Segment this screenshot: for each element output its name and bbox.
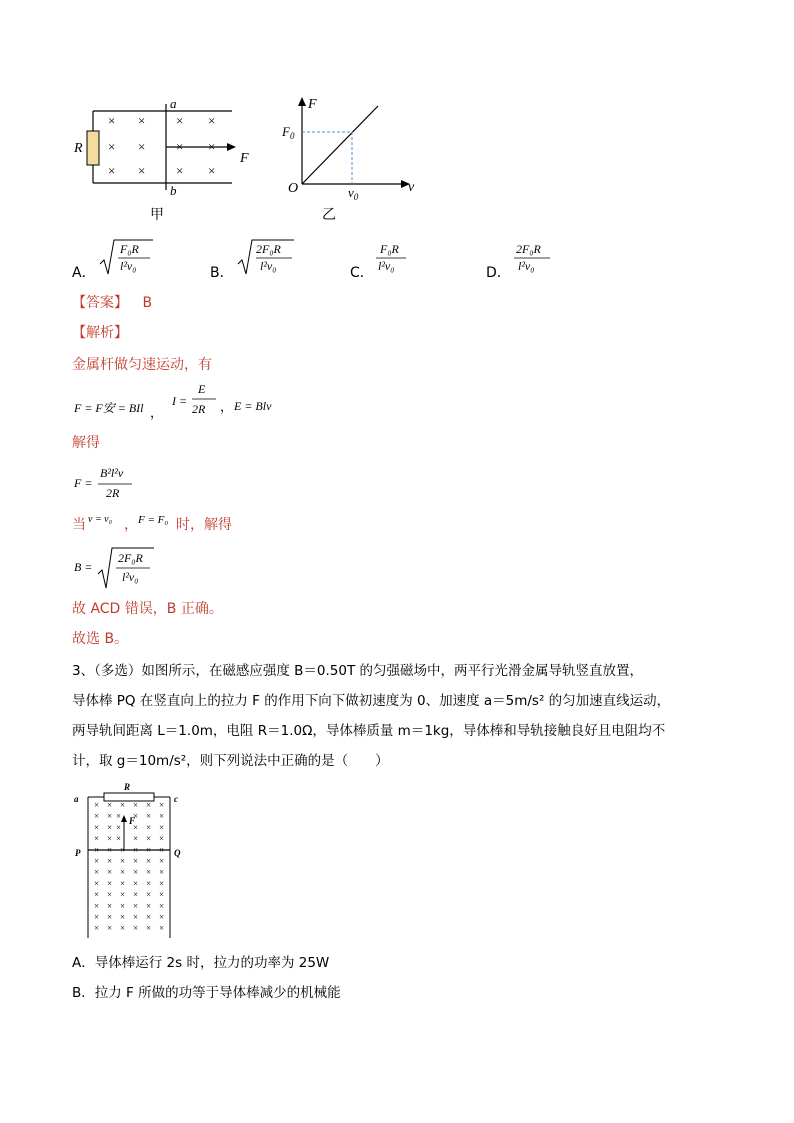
- field-cross: ×: [159, 833, 165, 844]
- svg-text:Q: Q: [174, 848, 181, 858]
- field-cross: ×: [94, 889, 100, 900]
- svg-text:×: ×: [176, 113, 184, 128]
- field-cross: ×: [94, 822, 100, 833]
- q3-option-a[interactable]: A．导体棒运行 2s 时，拉力的功率为 25W: [72, 955, 330, 971]
- field-cross: ×: [94, 800, 100, 810]
- q3-line2: 导体棒 PQ 在竖直向上的拉力 F 的作用下向下做初速度为 0、加速度 a＝5m/s² 的匀加速直线运动，: [72, 693, 671, 709]
- svg-text:×: ×: [208, 139, 216, 154]
- conclusion-2: 故选 B。: [72, 631, 129, 647]
- field-cross: ×: [107, 912, 113, 922]
- q3-line4: 计，取 g＝10m/s²，则下列说法中正确的是（ ）: [72, 753, 389, 769]
- equation-1: F = F安 = BIl ， I = E 2R ， E = Blv: [74, 382, 272, 421]
- field-cross: ×: [120, 856, 126, 866]
- q2-options: A． F₀R l²v₀ B． 2F₀R l²v₀ C． F₀R l²v₀ D． 2F₀R l²v₀: [72, 242, 541, 281]
- field-cross: ×: [94, 878, 100, 889]
- q3-line3: 两导轨间距离 L＝1.0m，电阻 R＝1.0Ω，导体棒质量 m＝1kg，导体棒和导轨接触良好且电阻均不: [72, 723, 666, 739]
- field-cross: ×: [133, 800, 139, 810]
- field-cross: ×: [94, 912, 100, 922]
- field-cross: ×: [146, 800, 152, 810]
- field-cross: ×: [94, 923, 100, 934]
- field-cross: ×: [146, 833, 152, 844]
- field-cross: ×: [94, 833, 100, 844]
- field-cross: ×: [107, 822, 113, 833]
- svg-text:×: ×: [138, 113, 146, 128]
- field-cross: ×: [94, 844, 100, 855]
- svg-text:×: ×: [208, 163, 216, 178]
- svg-text:×: ×: [108, 139, 116, 154]
- svg-text:×: ×: [108, 163, 116, 178]
- field-cross: ×: [107, 800, 113, 810]
- field-cross: ×: [159, 822, 165, 833]
- field-cross: ×: [133, 822, 139, 833]
- field-cross: ×: [120, 889, 126, 900]
- field-cross: ×: [120, 844, 126, 855]
- field-cross: ×: [120, 912, 126, 922]
- figure-yi-caption: 乙: [322, 207, 336, 223]
- field-cross: ×: [133, 867, 139, 878]
- resistor: [87, 131, 99, 165]
- svg-text:F0: $F_0$: [282, 124, 295, 141]
- field-cross: ×: [133, 912, 139, 922]
- svg-text:P: P: [75, 848, 81, 858]
- field-cross: ×: [146, 912, 152, 922]
- q3-line1: 3、（多选）如图所示，在磁感应强度 B＝0.50T 的匀强磁场中，两平行光滑金属导轨竖直放置，: [72, 663, 643, 679]
- field-cross: ×: [133, 856, 139, 866]
- answer-label: 【答案】: [72, 295, 128, 311]
- field-cross: ×: [159, 856, 165, 866]
- svg-text:R: R: [124, 782, 131, 792]
- svg-text:F: F: [129, 816, 136, 826]
- figure-jia: [70, 95, 260, 225]
- figure-jia-caption: 甲: [150, 207, 164, 223]
- field-cross: ×: [120, 900, 126, 911]
- svg-text:a: a: [170, 96, 177, 111]
- field-cross: ×: [146, 867, 152, 878]
- field-cross: ×: [159, 811, 165, 822]
- answer-line: [72, 294, 152, 312]
- field-cross: ×: [146, 822, 152, 833]
- resistor-label: R: [74, 141, 83, 156]
- svg-text:v0: $v_0$: [348, 185, 359, 202]
- field-cross: ×: [94, 811, 100, 822]
- analysis-label: 【解析】: [72, 325, 128, 341]
- field-cross: ×: [133, 923, 139, 934]
- field-cross: ×: [107, 900, 113, 911]
- field-cross: ×: [120, 800, 126, 810]
- svg-text:F: F: [240, 151, 249, 166]
- svg-text:×: ×: [108, 113, 116, 128]
- solve-label-1: 解得: [72, 435, 100, 451]
- field-cross: ×: [146, 878, 152, 889]
- field-cross: ×: [120, 878, 126, 889]
- conclusion-1: 故 ACD 错误，B 正确。: [72, 601, 223, 617]
- field-cross: ×: [133, 811, 139, 822]
- field-cross: ×: [107, 867, 113, 878]
- field-cross: ×: [107, 811, 113, 822]
- svg-text:b: b: [170, 183, 177, 198]
- field-cross: ×: [146, 856, 152, 866]
- field-cross: ×: [159, 923, 165, 934]
- field-cross: ×: [107, 923, 113, 934]
- svg-text:×: ×: [176, 139, 184, 154]
- q3-option-b[interactable]: B．拉力 F 所做的功等于导体棒减少的机械能: [72, 985, 341, 1001]
- field-cross: ×: [159, 889, 165, 900]
- field-cross: ×: [133, 900, 139, 911]
- svg-text:v: v: [408, 180, 415, 195]
- field-cross: ×: [146, 900, 152, 911]
- field-cross: ×: [159, 800, 165, 810]
- field-cross: ×: [94, 856, 100, 866]
- field-cross: ×: [120, 923, 126, 934]
- svg-text:O: O: [288, 181, 299, 196]
- field-cross: ×: [159, 900, 165, 911]
- field-cross: ×: [159, 844, 165, 855]
- field-cross: ×: [146, 923, 152, 934]
- svg-text:a: a: [74, 794, 79, 804]
- field-cross: ×: [94, 867, 100, 878]
- field-cross: ×: [120, 867, 126, 878]
- analysis-line1: 金属杆做匀速运动，有: [72, 357, 212, 373]
- field-cross: ×: [159, 912, 165, 922]
- figure-yi: [278, 90, 428, 205]
- field-cross: ×: [116, 833, 122, 844]
- field-cross: ×: [94, 900, 100, 911]
- equation-3: B = 2F₀R l²v₀: [74, 546, 194, 592]
- svg-text:×: ×: [138, 139, 146, 154]
- field-cross: ×: [146, 889, 152, 900]
- field-cross: ×: [159, 867, 165, 878]
- field-cross: ×: [133, 833, 139, 844]
- field-cross: ×: [107, 889, 113, 900]
- magnetic-field-crosses: [108, 113, 215, 178]
- svg-text:×: ×: [138, 163, 146, 178]
- f-v-line: [302, 106, 378, 184]
- field-cross: ×: [133, 844, 139, 855]
- field-cross: ×: [159, 878, 165, 889]
- svg-text:F: F: [308, 97, 317, 112]
- field-cross: ×: [107, 844, 113, 855]
- field-cross: ×: [107, 856, 113, 866]
- svg-text:×: ×: [208, 113, 216, 128]
- field-cross: ×: [146, 844, 152, 855]
- equation-2: F = B²l²v 2R: [74, 466, 124, 500]
- field-cross: ×: [116, 822, 122, 833]
- field-cross: ×: [107, 878, 113, 889]
- figure-q3: [70, 780, 190, 942]
- condition-line: 当 v = v₀ ， F = F₀ 时，解得: [72, 514, 232, 533]
- svg-text:×: ×: [176, 163, 184, 178]
- field-cross: ×: [146, 811, 152, 822]
- field-cross: ×: [133, 878, 139, 889]
- field-cross: ×: [116, 811, 122, 822]
- answer-value: B: [142, 295, 153, 311]
- field-cross: ×: [133, 889, 139, 900]
- field-cross: ×: [107, 833, 113, 844]
- svg-text:c: c: [174, 794, 178, 804]
